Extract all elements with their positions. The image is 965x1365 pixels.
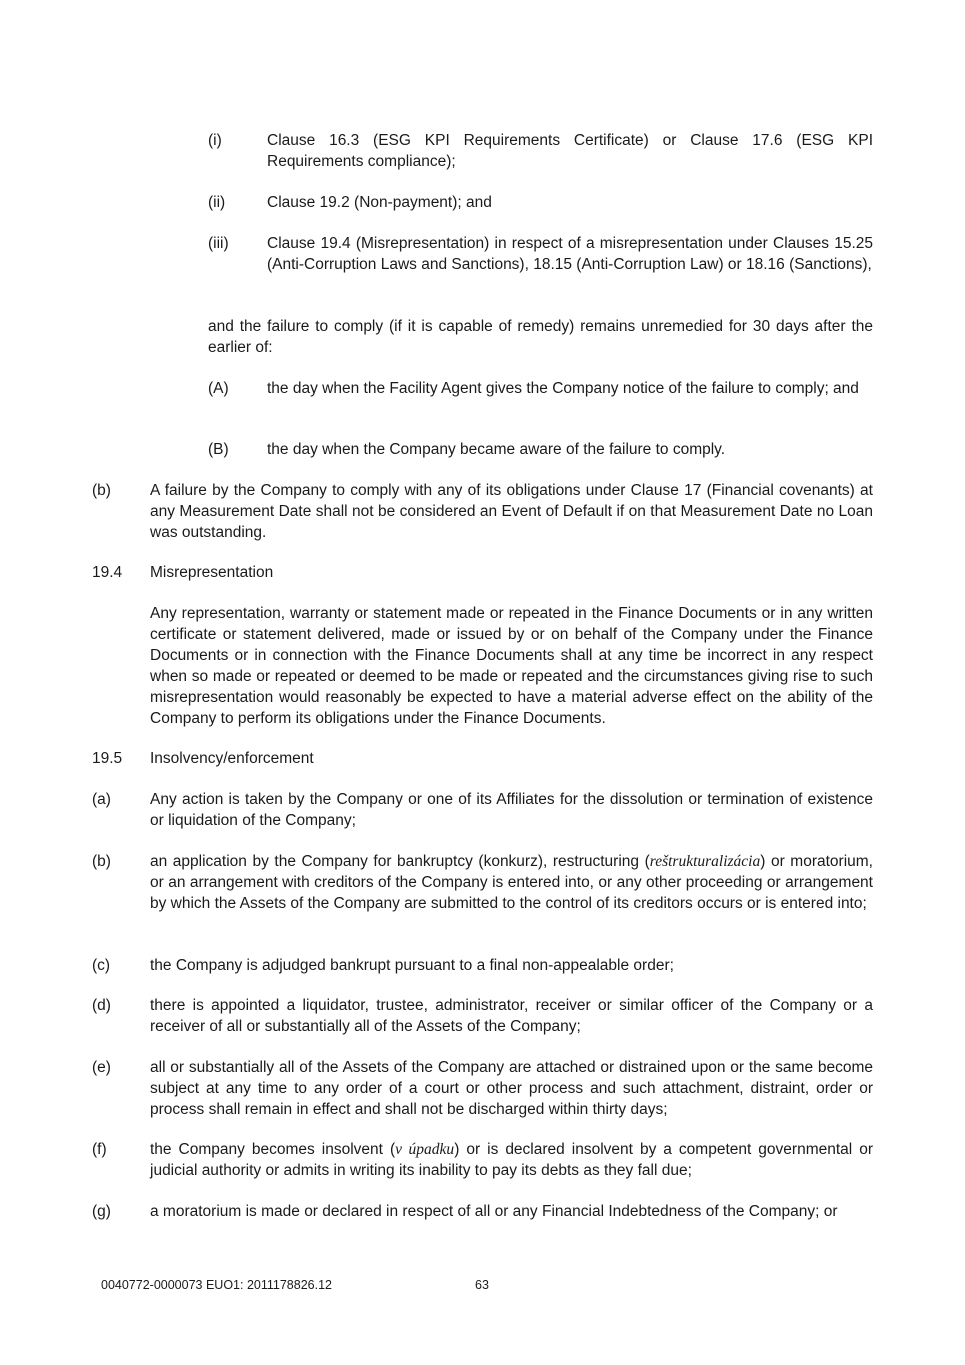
italic-term: v úpadku: [395, 1141, 455, 1158]
section-body: Any representation, warranty or statement made or repeated in the Finance Documents or in any written certificate or statement delivered, made or issued by or on behalf of the Company under the Finance Documents or in connection with the Finance Documents shall at any time be incorrect in any respect when so made or repeated or deemed to be made or repeated and the circumstances giving rise to such misrepresentation would reasonably be expected to have a material adverse effect on the ability of the Company to perform its obligations under the Finance Documents.: [150, 605, 873, 727]
list-item-label: (c): [92, 957, 111, 974]
list-item-label: (d): [92, 997, 111, 1014]
list-item-label: (e): [92, 1059, 111, 1076]
alpha-item-text: the day when the Company became aware of the failure to comply.: [267, 441, 726, 458]
text-segment: ) or moratorium, or an arrangement with creditors of the Company is entered into, or any other proceeding or arrangement by which the Assets of the Company are submitted to the control of its creditors occurs or is entered into;: [150, 853, 873, 912]
italic-term: reštrukturalizácia: [649, 853, 761, 870]
text-segment: ) or is declared insolvent by a competent governmental or judicial authority or admits in writing its inability to pay its debts as they fall due;: [150, 1141, 873, 1179]
list-item-label: (a): [92, 791, 111, 808]
footer-page-number: 63: [475, 1278, 489, 1292]
sub-item-text: Clause 19.4 (Misrepresentation) in respect of a misrepresentation under Clauses 15.25 (Anti-Corruption Laws and Sanctions), 18.15 (Anti-Corruption Law) or 18.16 (Sanctions),: [267, 235, 873, 273]
list-item-text: all or substantially all of the Assets of the Company are attached or distrained upon or the same become subject at any time to any order of a court or other process and such attachment, distraint, order or process shall remain in effect and shall not be discharged within thirty days;: [150, 1059, 873, 1118]
text-segment: the Company becomes insolvent (: [150, 1141, 396, 1158]
sub-item-label: (i): [208, 132, 222, 149]
alpha-item-label: (A): [208, 380, 229, 397]
alpha-item-label: (B): [208, 441, 229, 458]
paragraph-label: (b): [92, 482, 111, 499]
list-item-text: Any action is taken by the Company or one of its Affiliates for the dissolution or termination of existence or liquidation of the Company;: [150, 791, 873, 829]
list-item-label: (g): [92, 1203, 111, 1220]
alpha-item-text: the day when the Facility Agent gives the Company notice of the failure to comply; and: [267, 380, 859, 397]
list-item-text: [150, 851, 873, 914]
sub-item-text: Clause 16.3 (ESG KPI Requirements Certificate) or Clause 17.6 (ESG KPI Requirements compliance);: [267, 132, 873, 170]
sub-item-label: (ii): [208, 194, 226, 211]
section-title: Insolvency/enforcement: [150, 750, 314, 767]
list-item-text: the Company is adjudged bankrupt pursuant to a final non-appealable order;: [150, 957, 674, 974]
sub-item-label: (iii): [208, 235, 229, 252]
section-title: Misrepresentation: [150, 564, 274, 581]
text-segment: an application by the Company for bankruptcy (konkurz), restructuring (: [150, 853, 650, 870]
paragraph-text: A failure by the Company to comply with any of its obligations under Clause 17 (Financial covenants) at any Measurement Date shall not be considered an Event of Default if on that Measurement Date no Loan was outstanding.: [150, 482, 873, 541]
list-item-text: a moratorium is made or declared in respect of all or any Financial Indebtedness of the Company; or: [150, 1203, 838, 1220]
list-item-text: there is appointed a liquidator, trustee, administrator, receiver or similar officer of the Company or a receiver of all or substantially all of the Assets of the Company;: [150, 997, 873, 1035]
sub-item-text: Clause 19.2 (Non-payment); and: [267, 194, 492, 211]
section-number: 19.5: [92, 750, 123, 767]
list-item-text: [150, 1139, 873, 1181]
footer-document-id: 0040772-0000073 EUO1: 2011178826.12: [101, 1278, 332, 1292]
list-item-label: (f): [92, 1141, 107, 1158]
list-item-label: (b): [92, 853, 111, 870]
continuation-paragraph: and the failure to comply (if it is capable of remedy) remains unremedied for 30 days after the earlier of:: [208, 318, 873, 356]
section-number: 19.4: [92, 564, 123, 581]
